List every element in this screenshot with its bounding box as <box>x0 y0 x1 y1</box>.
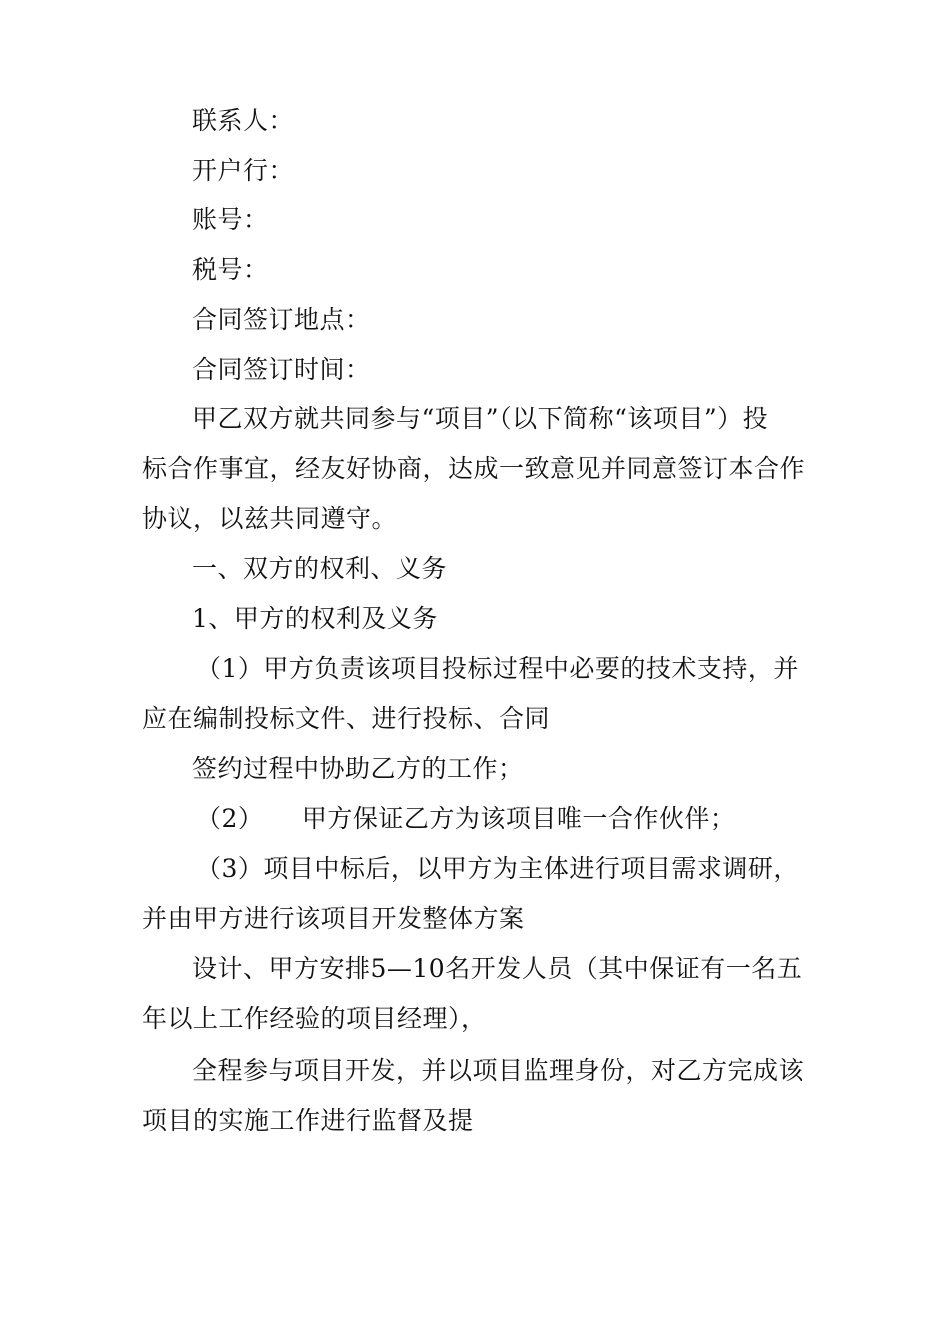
intro-paragraph-line-3: 协议，以兹共同遵守。 <box>142 504 398 533</box>
intro-paragraph-line-2: 标合作事宜，经友好协商，达成一致意见并同意签订本合作 <box>142 454 806 483</box>
subsection-heading-party-a: 1、甲方的权利及义务 <box>192 604 438 633</box>
clause-1-line-2: 应在编制投标文件、进行投标、合同 <box>142 704 551 733</box>
clause-3-line-4: 年以上工作经验的项目经理）， <box>142 1004 487 1033</box>
clause-2: （2） 甲方保证乙方为该项目唯一合作伙伴； <box>196 804 736 833</box>
signing-time-label: 合同签订时间： <box>192 355 371 384</box>
clause-3-line-6: 项目的实施工作进行监督及提 <box>142 1106 474 1135</box>
clause-3-line-1: （3）项目中标后，以甲方为主体进行项目需求调研， <box>196 854 799 883</box>
bank-label: 开户行： <box>192 156 295 185</box>
clause-1-line-1: （1）甲方负责该项目投标过程中必要的技术支持，并 <box>196 654 799 683</box>
contact-person-label: 联系人： <box>192 106 295 135</box>
clause-3-line-2: 并由甲方进行该项目开发整体方案 <box>142 904 525 933</box>
clause-3-line-5: 全程参与项目开发，并以项目监理身份，对乙方完成该 <box>192 1056 805 1085</box>
clause-1-line-3: 签约过程中协助乙方的工作； <box>192 754 524 783</box>
signing-place-label: 合同签订地点： <box>192 305 371 334</box>
intro-paragraph-line-1: 甲乙双方就共同参与“项目”（以下简称“该项目”）投 <box>192 404 769 433</box>
section-heading-rights: 一、双方的权利、义务 <box>192 554 448 583</box>
clause-3-line-3: 设计、甲方安排5—10名开发人员（其中保证有一名五 <box>192 954 803 983</box>
account-number-label: 账号： <box>192 205 269 234</box>
tax-number-label: 税号： <box>192 255 269 284</box>
